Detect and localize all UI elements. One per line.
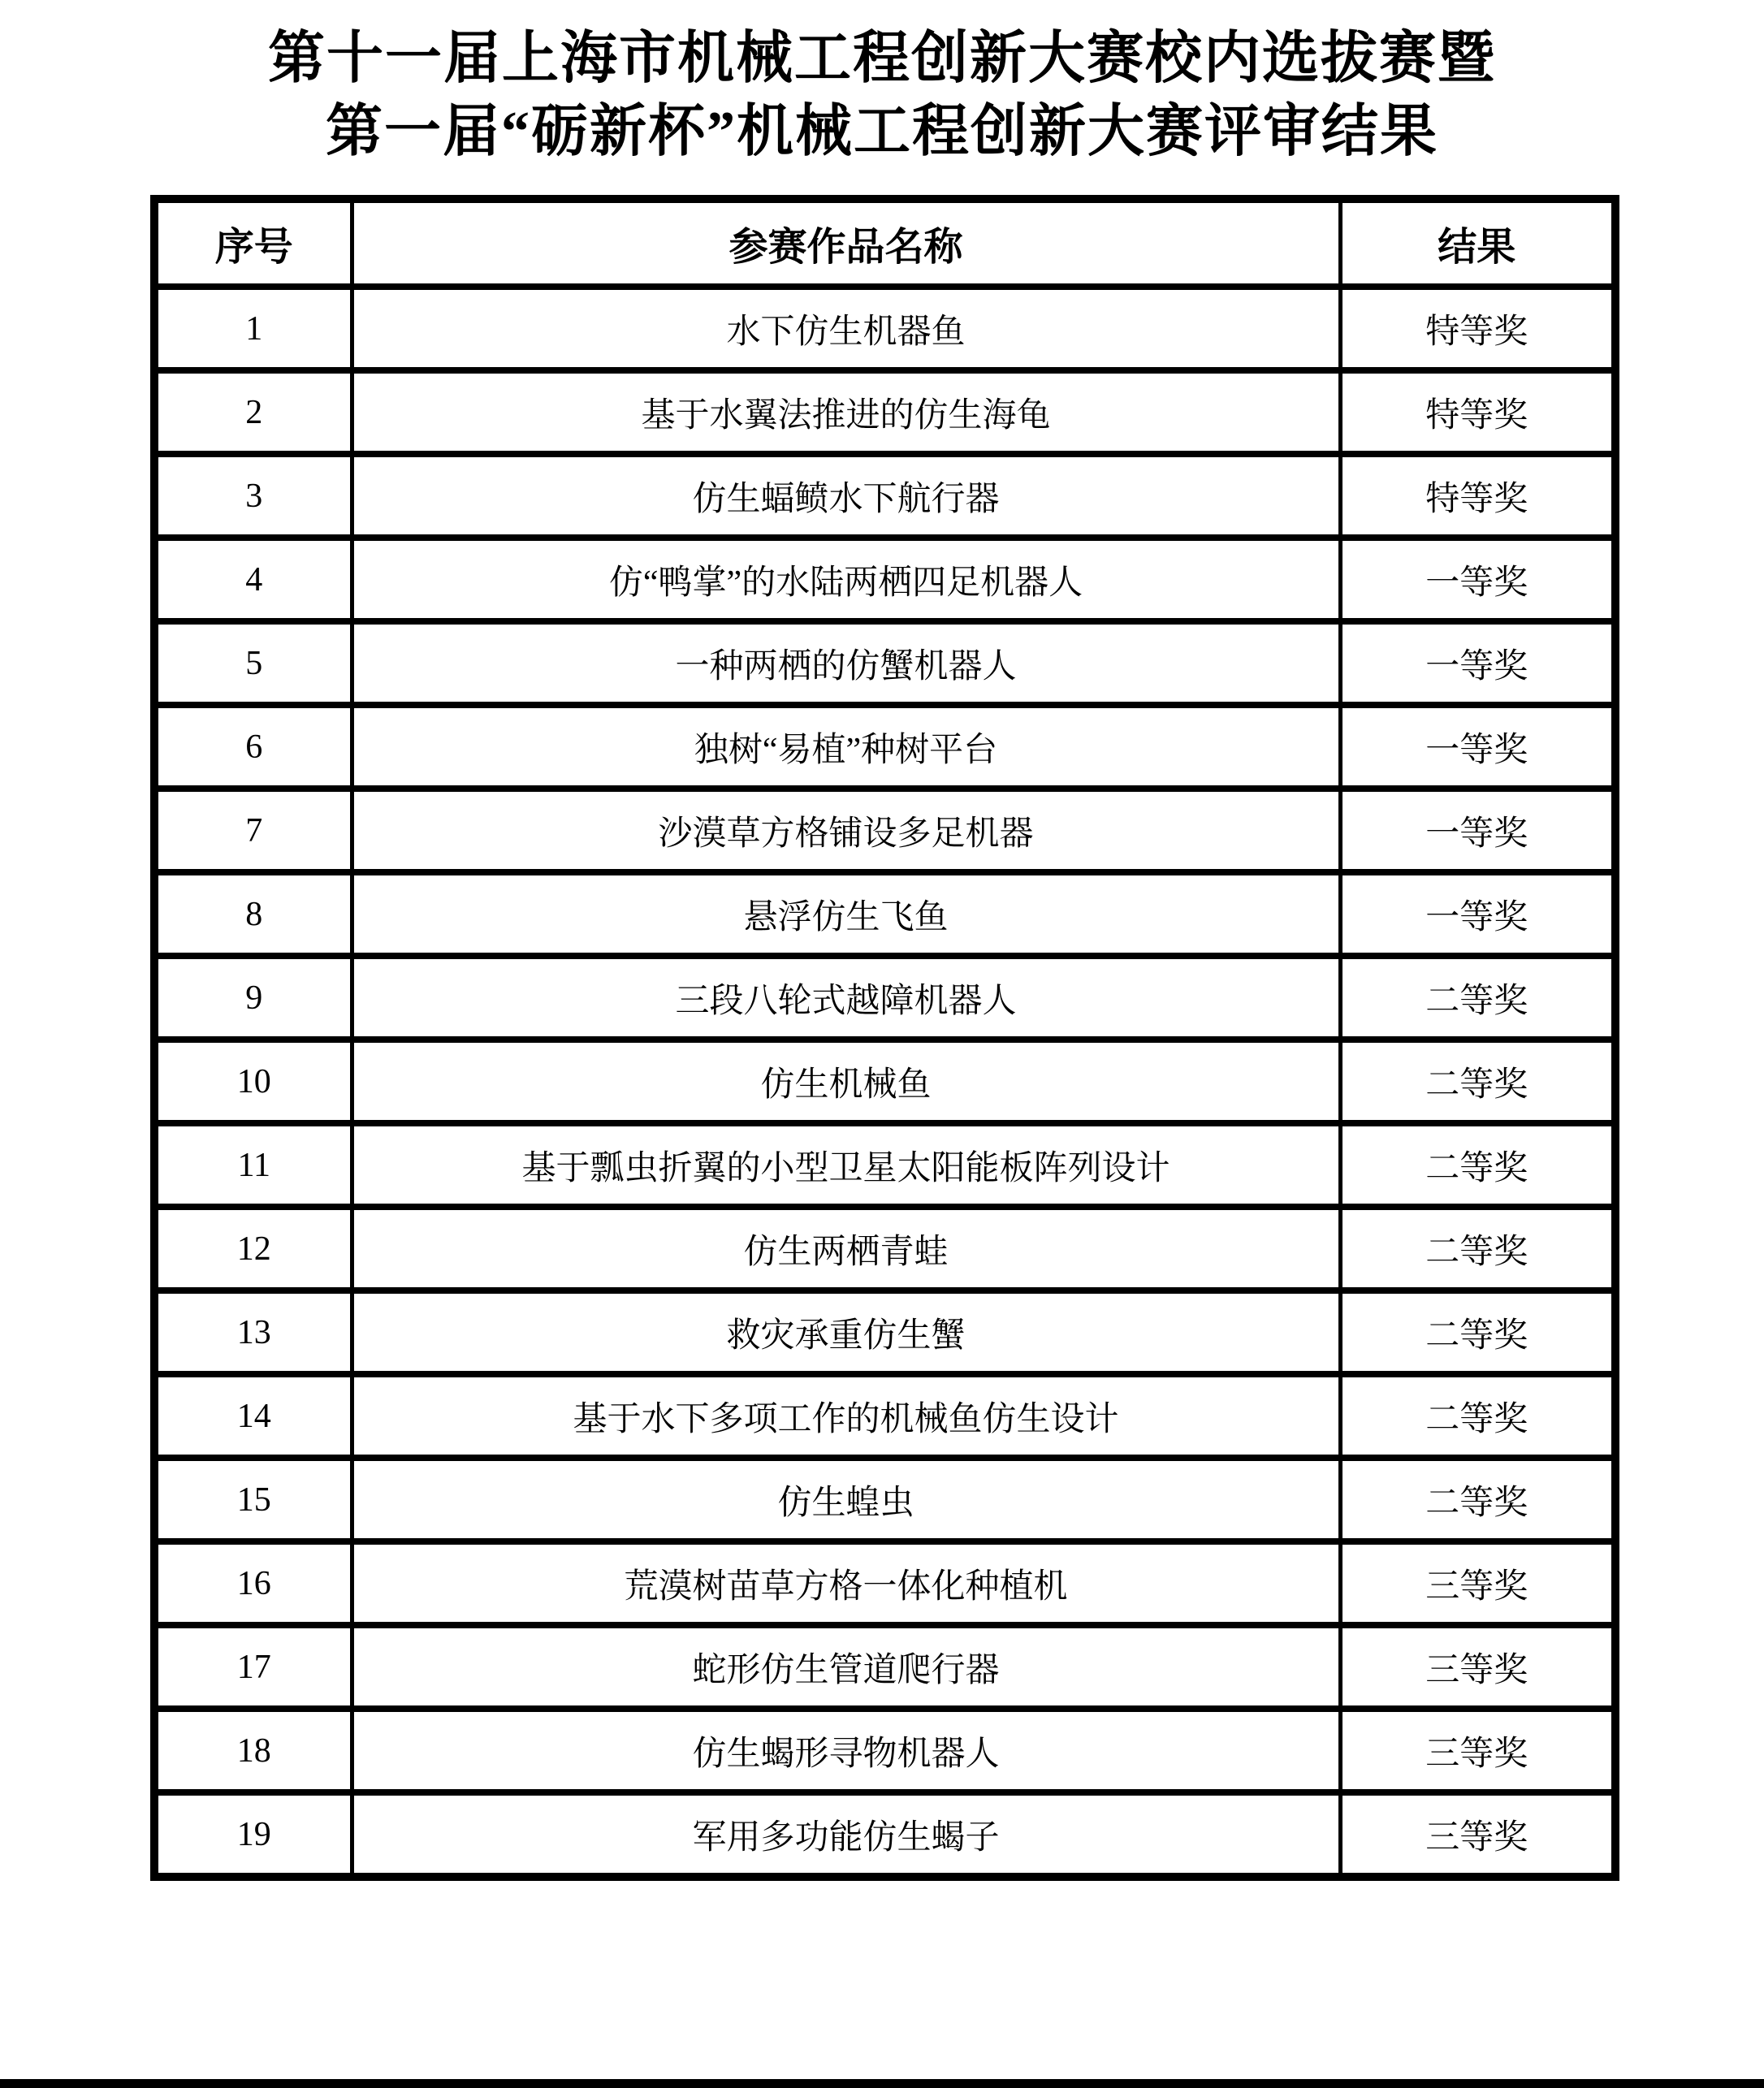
result-cell: 三等奖: [1340, 1625, 1615, 1709]
entry-name-cell: 荒漠树苗草方格一体化种植机: [352, 1541, 1340, 1625]
table-row: [154, 1792, 1615, 1877]
document-title: [0, 23, 1764, 168]
table-row: [154, 1123, 1615, 1207]
entry-name-cell: 军用多功能仿生蝎子: [352, 1792, 1340, 1877]
serial-number-cell: 6: [154, 705, 352, 789]
entry-name-cell: 仿生两栖青蛙: [352, 1207, 1340, 1290]
entry-name-cell: 仿生蝎形寻物机器人: [352, 1709, 1340, 1792]
entry-name-cell: 仿生蝠鲼水下航行器: [352, 454, 1340, 538]
entry-name-cell: 基于水下多项工作的机械鱼仿生设计: [352, 1374, 1340, 1458]
entry-name-cell: 悬浮仿生飞鱼: [352, 872, 1340, 956]
serial-number-cell: 1: [154, 287, 352, 370]
result-cell: 特等奖: [1340, 287, 1615, 370]
result-cell: 二等奖: [1340, 1458, 1615, 1541]
table-row: [154, 538, 1615, 621]
result-cell: 二等奖: [1340, 956, 1615, 1040]
serial-number-cell: 11: [154, 1123, 352, 1207]
page-bottom-rule: [0, 2079, 1764, 2088]
entry-name-cell: 沙漠草方格铺设多足机器: [352, 789, 1340, 872]
serial-number-cell: 18: [154, 1709, 352, 1792]
table-row: [154, 1207, 1615, 1290]
entry-name-cell: 仿生机械鱼: [352, 1040, 1340, 1123]
entry-name-cell: 仿生蝗虫: [352, 1458, 1340, 1541]
entry-name-cell: 三段八轮式越障机器人: [352, 956, 1340, 1040]
entry-name-cell: 基于瓢虫折翼的小型卫星太阳能板阵列设计: [352, 1123, 1340, 1207]
serial-number-cell: 13: [154, 1290, 352, 1374]
header-entry-name: 参赛作品名称: [352, 199, 1340, 287]
result-cell: 三等奖: [1340, 1709, 1615, 1792]
results-table: [150, 195, 1619, 1881]
result-cell: 二等奖: [1340, 1290, 1615, 1374]
result-cell: 一等奖: [1340, 621, 1615, 705]
result-cell: 二等奖: [1340, 1123, 1615, 1207]
entry-name-cell: 仿“鸭掌”的水陆两栖四足机器人: [352, 538, 1340, 621]
serial-number-cell: 14: [154, 1374, 352, 1458]
entry-name-cell: 独树“易植”种树平台: [352, 705, 1340, 789]
serial-number-cell: 4: [154, 538, 352, 621]
result-cell: 二等奖: [1340, 1374, 1615, 1458]
entry-name-cell: 一种两栖的仿蟹机器人: [352, 621, 1340, 705]
table-row: [154, 956, 1615, 1040]
result-cell: 一等奖: [1340, 705, 1615, 789]
result-cell: 三等奖: [1340, 1792, 1615, 1877]
header-result: 结果: [1340, 199, 1615, 287]
serial-number-cell: 12: [154, 1207, 352, 1290]
table-row: [154, 872, 1615, 956]
table-row: [154, 1541, 1615, 1625]
serial-number-cell: 2: [154, 370, 352, 454]
table-row: [154, 621, 1615, 705]
serial-number-cell: 9: [154, 956, 352, 1040]
serial-number-cell: 8: [154, 872, 352, 956]
table-body: [154, 287, 1615, 1877]
result-cell: 二等奖: [1340, 1040, 1615, 1123]
serial-number-cell: 19: [154, 1792, 352, 1877]
title-line-2: 第一届“砺新杯”机械工程创新大赛评审结果: [326, 100, 1438, 163]
header-serial-number: 序号: [154, 199, 352, 287]
result-cell: 三等奖: [1340, 1541, 1615, 1625]
serial-number-cell: 5: [154, 621, 352, 705]
serial-number-cell: 10: [154, 1040, 352, 1123]
result-cell: 特等奖: [1340, 370, 1615, 454]
table-row: [154, 1290, 1615, 1374]
table-row: [154, 1709, 1615, 1792]
table-row: [154, 370, 1615, 454]
serial-number-cell: 15: [154, 1458, 352, 1541]
table-row: [154, 789, 1615, 872]
table-row: [154, 1040, 1615, 1123]
entry-name-cell: 蛇形仿生管道爬行器: [352, 1625, 1340, 1709]
result-cell: 一等奖: [1340, 538, 1615, 621]
result-cell: 特等奖: [1340, 454, 1615, 538]
entry-name-cell: 基于水翼法推进的仿生海龟: [352, 370, 1340, 454]
table-row: [154, 705, 1615, 789]
table-header-row: [154, 199, 1615, 287]
table-row: [154, 287, 1615, 370]
entry-name-cell: 水下仿生机器鱼: [352, 287, 1340, 370]
title-line-1: 第十一届上海市机械工程创新大赛校内选拔赛暨: [268, 28, 1496, 90]
table-row: [154, 454, 1615, 538]
serial-number-cell: 16: [154, 1541, 352, 1625]
serial-number-cell: 3: [154, 454, 352, 538]
table-row: [154, 1625, 1615, 1709]
result-cell: 一等奖: [1340, 789, 1615, 872]
table-row: [154, 1458, 1615, 1541]
result-cell: 二等奖: [1340, 1207, 1615, 1290]
serial-number-cell: 17: [154, 1625, 352, 1709]
result-cell: 一等奖: [1340, 872, 1615, 956]
serial-number-cell: 7: [154, 789, 352, 872]
table-row: [154, 1374, 1615, 1458]
entry-name-cell: 救灾承重仿生蟹: [352, 1290, 1340, 1374]
